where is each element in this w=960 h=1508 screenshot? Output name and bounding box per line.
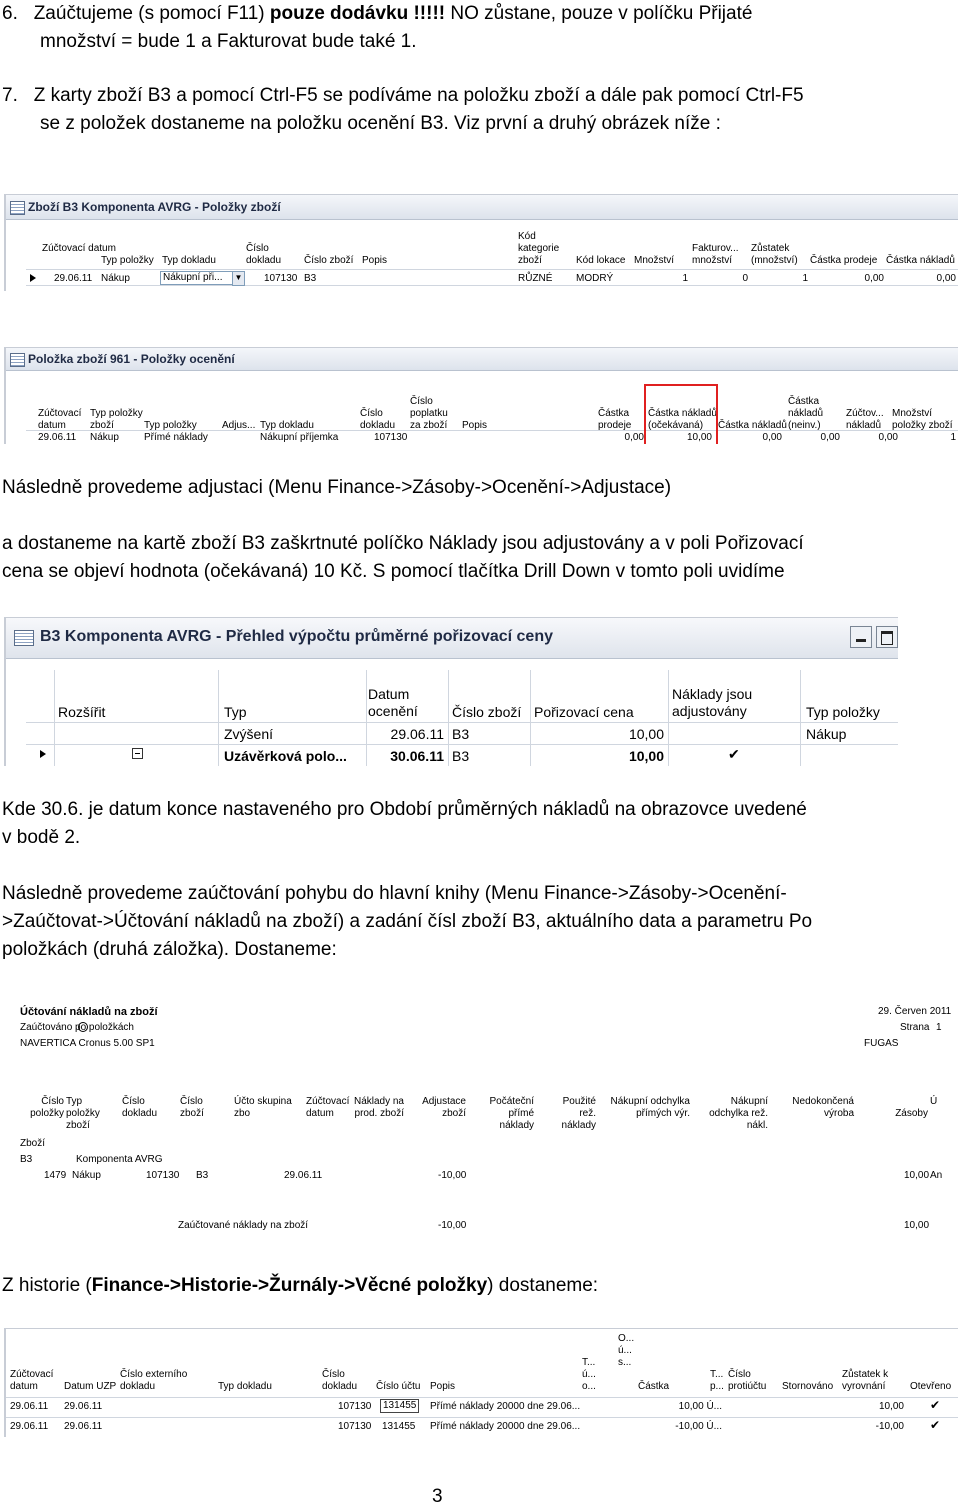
screenshot-average-cost <box>4 617 898 766</box>
screenshot-value-entries <box>4 347 958 444</box>
col-header: Použité rež. náklady <box>561 1096 596 1131</box>
text: ) dostaneme: <box>487 1275 599 1296</box>
header-divider <box>6 1397 958 1398</box>
cell[interactable]: MODRÝ <box>576 273 614 284</box>
col-divider <box>218 670 219 766</box>
col-header[interactable]: Číslo dokladu <box>246 243 282 266</box>
cell[interactable]: 0,00 <box>820 432 840 443</box>
col-header[interactable]: Náklady jsou adjustovány <box>672 686 753 719</box>
col-header: Počáteční přímé náklady <box>489 1096 534 1131</box>
paragraph-posting-line1: Následně provedeme zaúčtování pohybu do hlavní knihy (Menu Finance->Zásoby->Ocenění- <box>2 883 787 904</box>
cell[interactable]: 107130 <box>264 273 298 284</box>
cell: Nákup <box>72 1170 101 1181</box>
item-text: Zaúčtujeme (s pomocí F11) <box>33 3 265 24</box>
row-selector-icon[interactable] <box>40 750 52 758</box>
item-emphasis: pouze dodávku !!!!! <box>269 3 446 24</box>
cell[interactable]: 0,00 <box>762 432 782 443</box>
col-header[interactable]: T... p... <box>710 1369 724 1392</box>
col-header[interactable]: Pořizovací cena <box>534 704 634 720</box>
cell[interactable]: Nákup <box>90 432 119 443</box>
row-divider <box>26 744 898 745</box>
cell[interactable]: -10,00 Ú... <box>675 1421 722 1432</box>
cell[interactable]: Přímé náklady 20000 dne 29.06... <box>430 1421 581 1432</box>
cell[interactable]: B3 <box>452 748 470 764</box>
col-header[interactable]: Popis <box>462 420 488 431</box>
col-header: Ú <box>930 1096 938 1107</box>
col-header[interactable]: Otevřeno <box>910 1381 952 1392</box>
maximize-button[interactable] <box>876 626 898 648</box>
item-text: Z karty zboží B3 a pomocí Ctrl-F5 se podíváme na položku zboží a dále pak pomocí Ctrl-F5 <box>33 85 804 106</box>
cell[interactable]: 131455 <box>380 1399 419 1413</box>
col-header[interactable]: Částka nákladů <box>886 255 955 266</box>
col-header[interactable]: Částka nákladů <box>718 420 787 431</box>
col-header[interactable]: Zúčtovací datum <box>38 408 82 431</box>
col-header[interactable]: Datum ocenění <box>368 686 418 719</box>
cell[interactable]: 29.06.11 <box>38 432 77 443</box>
window-titlebar <box>6 618 898 659</box>
col-header[interactable]: Typ položky <box>144 420 197 431</box>
item-number: 7. <box>2 85 18 106</box>
cell[interactable]: 30.06.11 <box>390 748 444 764</box>
paragraph-date-note-line1: Kde 30.6. je datum konce nastaveného pro Období průměrných nákladů na obrazovce uvedené <box>2 799 807 820</box>
col-header[interactable]: Kód kategorie zboží <box>518 231 560 266</box>
cell[interactable]: 29.06.11 <box>54 273 93 284</box>
col-header[interactable]: Zúčtovací datum <box>10 1369 54 1392</box>
cell[interactable]: B3 <box>304 273 317 284</box>
dropdown-field[interactable]: Nákupní při... <box>160 271 242 285</box>
header-divider <box>26 269 958 270</box>
col-header[interactable]: Číslo externího dokladu <box>120 1369 188 1392</box>
cell[interactable]: 10,00 Ú... <box>678 1401 722 1412</box>
col-header: Číslo položky <box>30 1096 64 1119</box>
cell[interactable]: 0,00 <box>864 273 884 284</box>
cell[interactable]: 107130 <box>338 1421 372 1432</box>
total-value: 10,00 <box>904 1220 930 1231</box>
cell: 107130 <box>146 1170 180 1181</box>
collapse-icon[interactable] <box>132 748 143 759</box>
window-titlebar <box>6 195 958 220</box>
window-icon <box>14 630 34 646</box>
col-header[interactable]: Popis <box>430 1381 456 1392</box>
window-titlebar <box>6 348 958 371</box>
cell[interactable]: Přímé náklady 20000 dne 29.06... <box>430 1401 581 1412</box>
col-header[interactable]: Typ položky <box>806 704 880 720</box>
cell[interactable]: 1 <box>682 273 688 284</box>
report-title: Účtování nákladů na zboží <box>20 1006 158 1018</box>
group-desc: Komponenta AVRG <box>76 1154 163 1165</box>
item-6 <box>2 0 752 28</box>
window-title: B3 Komponenta AVRG - Přehled výpočtu průměrné pořizovací ceny <box>40 628 553 645</box>
cell[interactable]: 107130 <box>374 432 408 443</box>
item-7 <box>2 82 804 110</box>
col-header[interactable]: Typ dokladu <box>162 255 216 266</box>
col-header: Nákupní odchylka rež. nákl. <box>709 1096 768 1131</box>
col-header[interactable]: Číslo zboží <box>452 704 522 720</box>
cell[interactable]: Zvýšení <box>224 726 274 742</box>
group-label: Zboží <box>20 1138 46 1149</box>
col-divider <box>800 670 801 766</box>
col-divider <box>448 670 449 766</box>
col-header[interactable]: Množství <box>634 255 675 266</box>
cell[interactable]: 1 <box>802 273 808 284</box>
window-title: Zboží B3 Komponenta AVRG - Položky zboží <box>28 200 281 214</box>
cell: An <box>930 1170 943 1181</box>
col-header[interactable]: Zúčtov... nákladů <box>846 408 884 431</box>
col-header[interactable]: Částka nákladů (neinv.) <box>788 396 824 431</box>
col-header: Adjustace zboží <box>422 1096 466 1119</box>
col-header[interactable]: Částka nákladů (očekávaná) <box>648 408 717 431</box>
col-header[interactable]: Zůstatek (množství) <box>751 243 798 266</box>
col-header[interactable]: T... ú... o... <box>582 1357 596 1392</box>
cell[interactable]: 29.06.11 <box>10 1401 49 1412</box>
menu-path: Finance->Historie->Žurnály->Věcné položky <box>91 1275 488 1296</box>
col-header: Nedokončená výroba <box>792 1096 854 1119</box>
cell[interactable]: 29.06.11 <box>10 1421 49 1432</box>
screenshot-gl-entries <box>4 1328 958 1437</box>
cell[interactable]: 0,00 <box>878 432 898 443</box>
col-header[interactable]: Datum UZP <box>64 1381 117 1392</box>
cell[interactable]: 10,00 <box>628 726 664 742</box>
paragraph-result-line2: cena se objeví hodnota (očekávaná) 10 Kč. S pomocí tlačítka Drill Down v tomto poli uvidíme <box>2 561 785 582</box>
chevron-down-icon[interactable]: ▼ <box>232 271 245 286</box>
cell[interactable]: 10,00 <box>686 432 712 443</box>
cell[interactable]: Přímé náklady <box>144 432 208 443</box>
cell: 29.06.11 <box>284 1170 323 1181</box>
report-user: FUGAS <box>864 1038 899 1049</box>
cell[interactable]: 1 <box>950 432 956 443</box>
col-header[interactable]: Množství položky zboží <box>892 408 953 431</box>
total-label: Zaúčtované náklady na zboží <box>178 1220 309 1231</box>
row-divider <box>6 1417 958 1418</box>
window-icon <box>10 201 25 215</box>
cell[interactable]: Nákup <box>806 726 847 742</box>
col-header: Zásoby <box>895 1108 928 1119</box>
cell[interactable]: -10,00 <box>875 1421 904 1432</box>
col-divider <box>530 670 531 766</box>
col-header[interactable]: Číslo poplatku za zboží <box>410 396 448 431</box>
col-header: Typ položky zboží <box>66 1096 100 1131</box>
cell[interactable]: 131455 <box>382 1421 416 1432</box>
col-header[interactable]: Číslo dokladu <box>322 1369 358 1392</box>
window-title: Položka zboží 961 - Položky ocenění <box>28 352 235 366</box>
col-header: Číslo dokladu <box>122 1096 158 1119</box>
row-divider <box>26 285 958 286</box>
checkmark-icon[interactable]: ✔ <box>930 1398 941 1412</box>
col-divider <box>366 670 367 766</box>
col-header[interactable]: Typ dokladu <box>260 420 314 431</box>
cell[interactable]: 0,00 <box>936 273 956 284</box>
col-header[interactable]: Adjus... <box>222 420 256 431</box>
report-subtitle: Zaúčtováno po položkách <box>20 1022 134 1033</box>
col-header[interactable]: Zůstatek k vyrovnání <box>842 1369 889 1392</box>
cell[interactable]: 0 <box>742 273 748 284</box>
cell: B3 <box>196 1170 209 1181</box>
header-divider <box>26 722 898 723</box>
col-header[interactable]: Typ <box>224 704 247 720</box>
col-header[interactable]: Částka <box>638 1381 670 1392</box>
col-header[interactable]: Částka prodeje <box>598 408 632 431</box>
col-header[interactable]: Typ dokladu <box>218 1381 272 1392</box>
cell[interactable]: 10,00 <box>628 748 664 764</box>
paragraph-result-line1: a dostaneme na kartě zboží B3 zaškrtnuté políčko Náklady jsou adjustovány a v poli Pořizovací <box>2 533 804 554</box>
col-header: Nákupní odchylka přímých výr. <box>610 1096 690 1119</box>
cell[interactable]: 10,00 <box>878 1401 904 1412</box>
cell: 10,00 <box>904 1170 930 1181</box>
cell[interactable]: 29.06.11 <box>64 1401 103 1412</box>
col-header[interactable]: Fakturov... množství <box>692 243 739 266</box>
paragraph-posting-line3: položkách (druhá záložka). Dostaneme: <box>2 939 337 960</box>
col-divider <box>668 670 669 766</box>
maximize-icon <box>881 631 893 645</box>
cell[interactable]: 107130 <box>338 1401 372 1412</box>
paragraph-posting-line2: >Zaúčtovat->Účtování nákladů na zboží) a zadání čísl zboží B3, aktuálního data a parametru Po <box>2 911 813 932</box>
cell[interactable]: 0,00 <box>624 432 644 443</box>
window-icon <box>10 353 25 367</box>
cell: 1479 <box>44 1170 67 1181</box>
total-value: -10,00 <box>438 1220 467 1231</box>
col-header[interactable]: Číslo dokladu <box>360 408 396 431</box>
cell[interactable]: Uzávěrková polo... <box>224 748 347 764</box>
group-item: B3 <box>20 1154 33 1165</box>
col-header: Účto skupina zbo <box>234 1096 292 1119</box>
item-text: NO zůstane, pouze v políčku Přijaté <box>450 3 753 24</box>
report-company: NAVERTICA Cronus 5.00 SP1 <box>20 1038 155 1049</box>
report-page: 1 <box>936 1022 942 1033</box>
report-cost-posting <box>14 1000 952 1240</box>
col-header[interactable]: Číslo zboží <box>304 255 354 266</box>
item-7-line2: se z položek dostaneme na položku ocenění B3. Viz první a druhý obrázek níže : <box>40 113 721 134</box>
cell[interactable]: 29.06.11 <box>64 1421 103 1432</box>
col-header: Číslo zboží <box>180 1096 204 1119</box>
cell: -10,00 <box>438 1170 467 1181</box>
col-header[interactable]: Číslo účtu <box>376 1381 421 1392</box>
cell[interactable]: Nákup <box>101 273 130 284</box>
col-header: Náklady na prod. zboží <box>353 1096 404 1119</box>
item-6-line2: množství = bude 1 a Fakturovat bude také 1. <box>40 31 417 52</box>
row-selector-icon[interactable] <box>30 274 42 282</box>
cell[interactable]: 29.06.11 <box>390 726 444 742</box>
col-header[interactable]: Stornováno <box>782 1381 834 1392</box>
col-header: Zúčtovací datum <box>306 1096 350 1119</box>
item-number: 6. <box>2 3 18 24</box>
col-header[interactable]: Rozšířit <box>58 704 106 720</box>
col-header[interactable]: Popis <box>362 255 388 266</box>
checkmark-icon[interactable]: ✔ <box>930 1418 941 1432</box>
paragraph-history <box>2 1272 598 1300</box>
paragraph-date-note-line2: v bodě 2. <box>2 827 81 848</box>
magnifier-icon <box>78 1022 88 1032</box>
page-number: 3 <box>432 1486 443 1507</box>
col-header[interactable]: Typ položky zboží <box>90 408 143 431</box>
cell[interactable]: B3 <box>452 726 470 742</box>
minimize-button[interactable] <box>850 626 872 648</box>
col-header[interactable]: Částka prodeje <box>810 255 878 266</box>
minimize-icon <box>856 639 866 642</box>
paragraph-adjustment: Následně provedeme adjustaci (Menu Finance->Zásoby->Ocenění->Adjustace) <box>2 477 672 498</box>
col-header[interactable]: Kód lokace <box>576 255 626 266</box>
report-date: 29. Červen 2011 <box>878 1006 952 1017</box>
report-page-label: Strana <box>900 1022 930 1033</box>
col-header[interactable]: Číslo protiúčtu <box>728 1369 767 1392</box>
checkmark-icon[interactable]: ✔ <box>728 746 740 762</box>
cell[interactable]: Nákupní příjemka <box>260 432 339 443</box>
col-divider <box>54 670 55 766</box>
screenshot-item-entries <box>4 194 958 291</box>
text: Z historie ( <box>2 1275 92 1296</box>
cell[interactable]: RŮZNÉ <box>518 273 553 284</box>
col-header[interactable]: Typ položky <box>101 255 154 266</box>
col-header[interactable]: O... ú... s... <box>618 1333 635 1368</box>
col-header[interactable]: Zúčtovací datum <box>42 243 116 254</box>
